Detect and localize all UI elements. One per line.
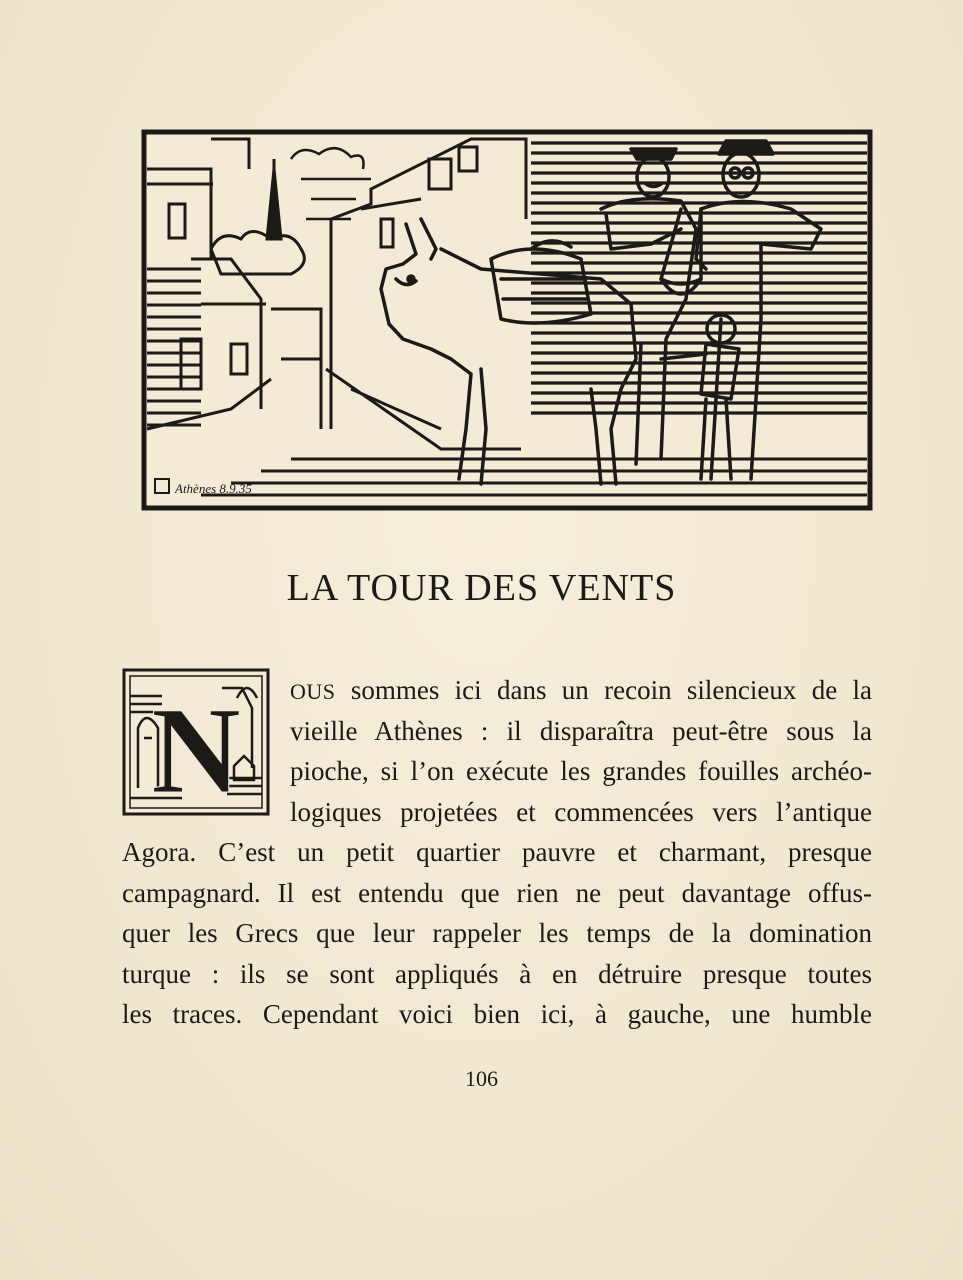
text-line-content: sommes ici dans un recoin silencieux de la: [335, 675, 872, 705]
text-line: logiques projetées et commencées vers l’antique: [290, 796, 872, 827]
text-line: campagnard. Il est entendu que rien ne peut davantage offus-: [122, 877, 872, 908]
body-paragraph: [122, 670, 872, 1035]
text-line: turque : ils se sont appliqués à en détruire presque toutes: [122, 958, 872, 989]
woodcut-illustration: [141, 129, 873, 511]
text-line-lead: OUS: [290, 679, 336, 704]
text-line: [122, 670, 872, 711]
illustration-signature: Athènes 8.9.35: [175, 481, 252, 496]
chapter-title: LA TOUR DES VENTS: [286, 567, 677, 609]
text-line: Agora. C’est un petit quartier pauvre et charmant, presque: [122, 837, 872, 867]
page-number: 106: [465, 1066, 498, 1091]
text-line: les traces. Cependant voici bien ici, à gauche, une humble: [122, 999, 872, 1029]
text-line: vieille Athènes : il disparaîtra peut-être sous la: [290, 715, 872, 746]
text-line: quer les Grecs que leur rappeler les temps de la domination: [122, 918, 872, 948]
dropcap-letter: N: [151, 682, 241, 816]
text-line: pioche, si l’on exécute les grandes fouilles archéo-: [290, 756, 872, 786]
